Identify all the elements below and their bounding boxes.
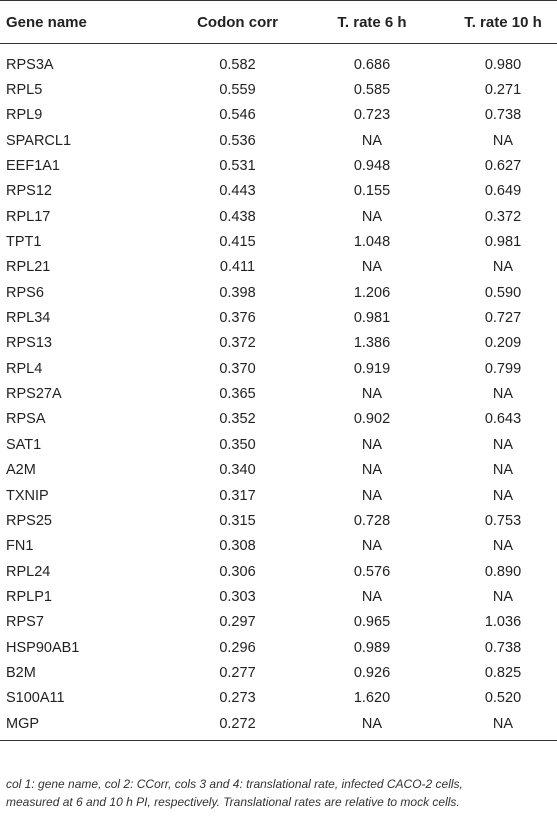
t-rate-6h-cell: 0.981	[353, 310, 391, 327]
gene-name-cell: RPSA	[6, 411, 46, 428]
t-rate-10h-cell: NA	[492, 588, 514, 605]
gene-name-cell: RPL24	[6, 563, 51, 580]
gene-name-cell: HSP90AB1	[6, 639, 80, 656]
t-rate-10h-cell: 0.627	[484, 158, 522, 175]
t-rate-10h-cell: NA	[492, 462, 514, 479]
gene-name-cell: S100A11	[6, 690, 65, 707]
gene-name-cell: SAT1	[6, 436, 42, 453]
table-body	[0, 44, 557, 741]
codon-corr-cell: 0.415	[219, 234, 256, 251]
codon-corr-cell: 0.352	[219, 411, 256, 428]
t-rate-10h-cell: 0.753	[484, 512, 522, 529]
codon-corr-cell: 0.296	[219, 639, 256, 656]
table-row	[0, 508, 557, 533]
t-rate-6h-cell: NA	[361, 259, 383, 276]
table-row	[0, 179, 557, 204]
codon-corr-cell: 0.398	[219, 284, 256, 301]
t-rate-6h-cell: 0.728	[353, 512, 391, 529]
gene-name-cell: TXNIP	[6, 487, 49, 504]
table-row	[0, 280, 557, 305]
codon-corr-cell: 0.317	[219, 487, 256, 504]
table-row	[0, 103, 557, 128]
gene-name-cell: RPS6	[6, 284, 44, 301]
t-rate-10h-cell: 0.209	[484, 335, 522, 352]
t-rate-6h-cell: 1.386	[353, 335, 391, 352]
table-row	[0, 44, 557, 78]
t-rate-6h-cell: 0.902	[353, 411, 391, 428]
t-rate-10h-cell: 0.590	[484, 284, 522, 301]
table-row	[0, 610, 557, 635]
t-rate-6h-cell: 0.155	[353, 183, 391, 200]
gene-name-cell: EEF1A1	[6, 158, 60, 175]
gene-name-cell: A2M	[6, 462, 36, 479]
codon-corr-cell: 0.531	[219, 158, 256, 175]
codon-corr-cell: 0.559	[219, 82, 256, 99]
table-row	[0, 635, 557, 660]
t-rate-10h-cell: NA	[435, 711, 557, 741]
t-rate-10h-cell: 0.890	[484, 563, 522, 580]
t-rate-6h-cell: 0.686	[353, 56, 391, 73]
t-rate-10h-cell: 0.271	[484, 82, 522, 99]
gene-name-cell: MGP	[0, 711, 150, 741]
codon-corr-cell: 0.277	[219, 664, 256, 681]
gene-name-cell: TPT1	[6, 234, 42, 251]
table-row	[0, 381, 557, 406]
t-rate-6h-cell: 1.206	[353, 284, 391, 301]
t-rate-6h-cell: NA	[361, 386, 383, 403]
codon-corr-cell: 0.365	[219, 386, 256, 403]
t-rate-6h-cell: NA	[361, 538, 383, 555]
t-rate-10h-cell: 0.727	[484, 310, 522, 327]
header-row	[0, 1, 557, 44]
t-rate-6h-cell: NA	[361, 208, 383, 225]
t-rate-10h-cell: 0.981	[484, 234, 522, 251]
header-t-rate-10h: T. rate 10 h	[435, 1, 557, 44]
table-row	[0, 686, 557, 711]
t-rate-10h-cell: 0.980	[484, 56, 522, 73]
t-rate-10h-cell: 0.825	[484, 664, 522, 681]
gene-name-cell: RPL5	[6, 82, 43, 99]
t-rate-10h-cell: NA	[492, 386, 514, 403]
t-rate-6h-cell: 0.585	[353, 82, 391, 99]
gene-name-cell: RPS13	[6, 335, 52, 352]
t-rate-10h-cell: NA	[492, 132, 514, 149]
codon-corr-cell: 0.308	[219, 538, 256, 555]
t-rate-10h-cell: 0.372	[484, 208, 522, 225]
t-rate-6h-cell: 0.948	[353, 158, 391, 175]
table-row	[0, 77, 557, 102]
codon-corr-cell: 0.443	[219, 183, 256, 200]
t-rate-10h-cell: NA	[492, 259, 514, 276]
table-row	[0, 584, 557, 609]
table-caption	[6, 775, 557, 811]
gene-name-cell: RPL4	[6, 360, 43, 377]
codon-corr-cell: 0.411	[219, 259, 256, 276]
codon-corr-cell: 0.297	[219, 614, 256, 631]
codon-corr-cell: 0.370	[219, 360, 256, 377]
header-gene-name: Gene name	[0, 1, 150, 44]
t-rate-6h-cell: 0.965	[353, 614, 391, 631]
t-rate-10h-cell: 0.799	[484, 360, 522, 377]
table-row	[0, 305, 557, 330]
table-row	[0, 204, 557, 229]
codon-corr-cell: 0.272	[150, 711, 295, 741]
codon-corr-cell: 0.315	[219, 512, 256, 529]
gene-name-cell: RPS3A	[6, 56, 54, 73]
t-rate-6h-cell: NA	[361, 132, 383, 149]
table-row	[0, 331, 557, 356]
table-row	[0, 483, 557, 508]
codon-corr-cell: 0.340	[219, 462, 256, 479]
table-row	[0, 458, 557, 483]
codon-corr-cell: 0.438	[219, 208, 256, 225]
t-rate-6h-cell: NA	[361, 462, 383, 479]
t-rate-6h-cell: NA	[361, 487, 383, 504]
caption-line-1: col 1: gene name, col 2: CCorr, cols 3 and 4: translational rate, infected CACO-2 cells,	[6, 777, 463, 791]
table-row	[0, 128, 557, 153]
t-rate-6h-cell: 0.926	[353, 664, 391, 681]
gene-name-cell: RPL17	[6, 208, 51, 225]
t-rate-6h-cell: 0.989	[353, 639, 391, 656]
t-rate-10h-cell: NA	[492, 538, 514, 555]
table-row	[0, 356, 557, 381]
table-row	[0, 711, 557, 741]
codon-corr-cell: 0.376	[219, 310, 256, 327]
codon-corr-cell: 0.273	[219, 690, 256, 707]
gene-name-cell: FN1	[6, 538, 34, 555]
t-rate-6h-cell: NA	[361, 588, 383, 605]
t-rate-10h-cell: 0.738	[484, 107, 522, 124]
codon-corr-cell: 0.350	[219, 436, 256, 453]
gene-name-cell: RPS12	[6, 183, 52, 200]
t-rate-6h-cell: 0.723	[353, 107, 391, 124]
t-rate-6h-cell: 0.576	[353, 563, 391, 580]
gene-name-cell: RPS7	[6, 614, 44, 631]
gene-name-cell: RPL9	[6, 107, 43, 124]
table-row	[0, 407, 557, 432]
codon-corr-cell: 0.582	[219, 56, 256, 73]
gene-name-cell: RPL34	[6, 310, 51, 327]
t-rate-6h-cell: NA	[361, 436, 383, 453]
codon-corr-cell: 0.303	[219, 588, 256, 605]
gene-name-cell: RPS25	[6, 512, 52, 529]
t-rate-10h-cell: 0.738	[484, 639, 522, 656]
t-rate-10h-cell: 1.036	[484, 614, 522, 631]
t-rate-10h-cell: 0.643	[484, 411, 522, 428]
table-row	[0, 660, 557, 685]
header-codon-corr: Codon corr	[150, 1, 295, 44]
gene-name-cell: B2M	[6, 664, 36, 681]
table-header	[0, 1, 557, 44]
table-row	[0, 229, 557, 254]
gene-name-cell: RPLP1	[6, 588, 52, 605]
table-row	[0, 559, 557, 584]
t-rate-10h-cell: 0.649	[484, 183, 522, 200]
codon-corr-cell: 0.306	[219, 563, 256, 580]
codon-corr-cell: 0.546	[219, 107, 256, 124]
caption-line-2: measured at 6 and 10 h PI, respectively. Translational rates are relative to mock cells.	[6, 795, 460, 809]
t-rate-6h-cell: 0.919	[353, 360, 391, 377]
t-rate-10h-cell: 0.520	[484, 690, 522, 707]
t-rate-6h-cell: 1.048	[353, 234, 391, 251]
codon-corr-cell: 0.536	[219, 132, 256, 149]
table-row	[0, 534, 557, 559]
t-rate-6h-cell: 1.620	[353, 690, 391, 707]
table-row	[0, 255, 557, 280]
gene-name-cell: RPS27A	[6, 386, 62, 403]
t-rate-10h-cell: NA	[492, 436, 514, 453]
codon-corr-cell: 0.372	[219, 335, 256, 352]
gene-name-cell: SPARCL1	[6, 132, 72, 149]
header-t-rate-6h: T. rate 6 h	[295, 1, 435, 44]
t-rate-10h-cell: NA	[492, 487, 514, 504]
t-rate-6h-cell: NA	[295, 711, 435, 741]
table-row	[0, 153, 557, 178]
gene-name-cell: RPL21	[6, 259, 51, 276]
table-row	[0, 432, 557, 457]
